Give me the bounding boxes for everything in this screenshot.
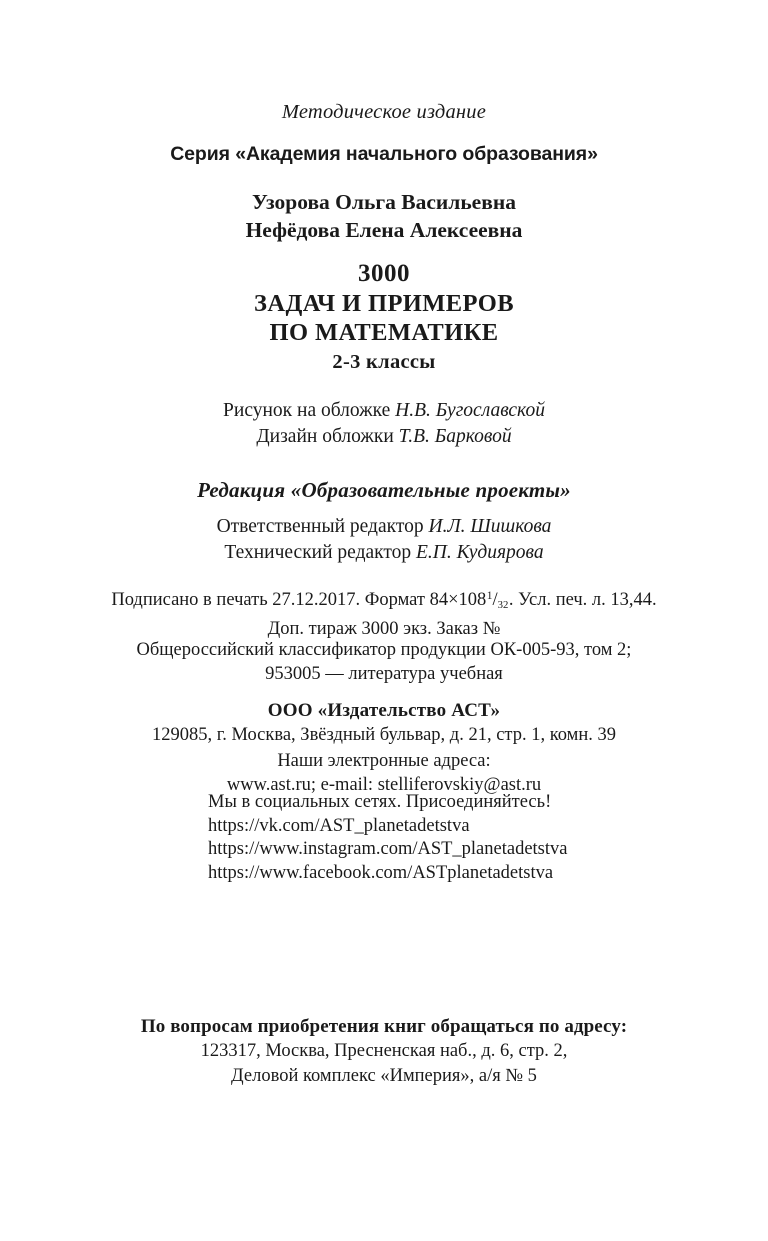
cover-illustration-name: Н.В. Бугославской [395, 400, 545, 421]
book-title-block [0, 258, 768, 378]
fraction-denominator: 32 [497, 598, 509, 611]
print-info-block [0, 584, 768, 641]
authors-block [0, 188, 768, 244]
cover-illustration-role: Рисунок на обложке [223, 400, 391, 421]
series-title: Серия «Академия начального образования» [170, 143, 598, 165]
publisher-address: 129085, г. Москва, Звёздный бульвар, д. 21, стр. 1, комн. 39 [151, 725, 617, 745]
title-number: 3000 [358, 260, 410, 287]
classifier-line-2: 953005 — литература учебная [265, 664, 503, 684]
purchase-info-block [0, 1014, 768, 1089]
classifier-line-1: Общероссийский классификатор продукции ОК-005-93, том 2; [136, 640, 632, 660]
technical-editor [0, 540, 768, 566]
technical-editor-role: Технический редактор [224, 541, 412, 563]
contacts-heading: Наши электронные адреса: [277, 751, 491, 771]
purchase-address-line-2: Деловой комплекс «Империя», а/я № 5 [231, 1066, 537, 1086]
managing-editor-role: Ответственный редактор [216, 516, 424, 537]
author-name: Узорова Ольга Васильевна [252, 190, 516, 214]
social-heading: Мы в социальных сетях. Присоединяйтесь! [208, 792, 552, 812]
classifier-block [0, 638, 768, 686]
print-sheets-text: . Усл. печ. л. 13,44. [508, 589, 657, 610]
cover-design-name: Т.В. Барковой [398, 425, 512, 447]
social-link-facebook[interactable]: https://www.facebook.com/ASTplanetadetstva [208, 862, 554, 883]
fraction-numerator: 1 [486, 590, 493, 602]
print-signed-line [0, 584, 768, 617]
paper-format-fraction [487, 584, 509, 617]
print-run-line: Доп. тираж 3000 экз. Заказ № [267, 618, 501, 639]
publisher-block [0, 698, 768, 748]
contacts-web-email[interactable]: www.ast.ru; e-mail: stelliferovskiy@ast.ru [226, 775, 542, 795]
purchase-heading: По вопросам приобретения книг обращаться по адресу: [140, 1016, 628, 1037]
edition-type: Методическое издание [281, 101, 487, 123]
cover-credits-block [0, 398, 768, 449]
editorial-department: Редакция «Образовательные проекты» [197, 478, 571, 502]
cover-design-role: Дизайн обложки [256, 425, 394, 447]
cover-design-credit [0, 424, 768, 450]
title-line-1: ЗАДАЧ И ПРИМЕРОВ [254, 290, 514, 317]
author-name: Нефёдова Елена Алексеевна [245, 218, 523, 242]
contacts-block [0, 749, 768, 797]
publisher-name: ООО «Издательство АСТ» [267, 700, 501, 721]
editorial-staff-block [0, 514, 768, 565]
social-block [208, 791, 568, 885]
purchase-address-line-1: 123317, Москва, Пресненская наб., д. 6, стр. 2, [200, 1041, 568, 1061]
managing-editor [0, 514, 768, 540]
title-line-2: ПО МАТЕМАТИКЕ [269, 319, 499, 346]
managing-editor-name: И.Л. Шишкова [428, 516, 552, 537]
technical-editor-name: Е.П. Кудиярова [416, 541, 544, 563]
social-link-vk[interactable]: https://vk.com/AST_planetadetstva [208, 815, 470, 836]
title-grades: 2-3 классы [332, 351, 436, 373]
fraction-slash: / [492, 589, 498, 610]
print-signed-text: Подписано в печать 27.12.2017. Формат 84×108 [111, 589, 487, 610]
cover-illustration-credit [0, 398, 768, 424]
social-link-instagram[interactable]: https://www.instagram.com/AST_planetadetstva [208, 839, 568, 859]
